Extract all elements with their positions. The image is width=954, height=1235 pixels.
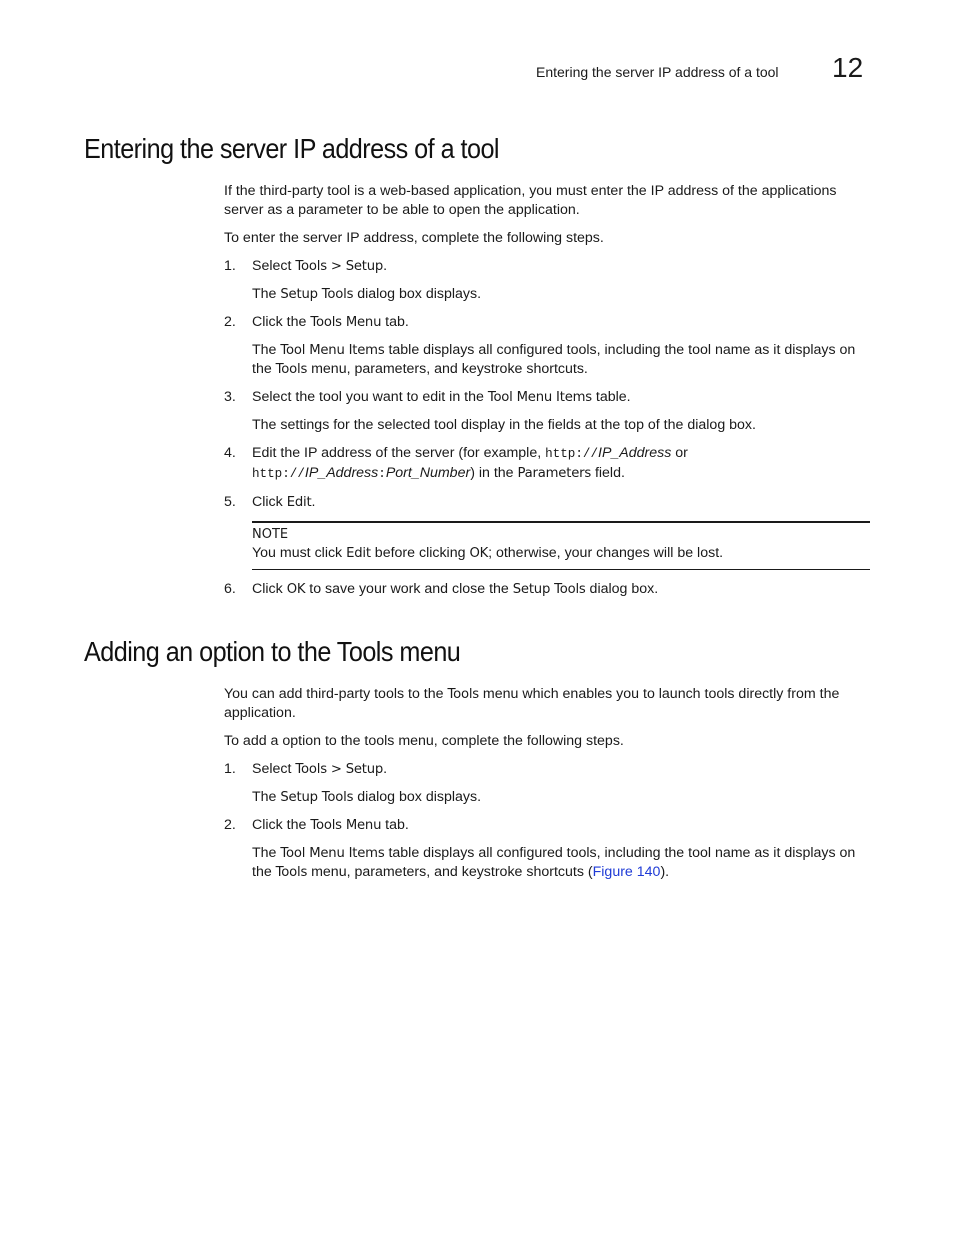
step-1-result: The Setup Tools dialog box displays. xyxy=(252,286,482,302)
step-6: 6. Click OK to save your work and close the Setup Tools dialog box. xyxy=(224,581,659,597)
running-header: Entering the server IP address of a tool xyxy=(536,64,779,80)
s2-step-2-result: The Tool Menu Items table displays all configured tools, including the tool name as it displays on the Tools menu, parameters, and keystroke shortcuts (Figure 140). xyxy=(252,845,856,880)
section-heading: Entering the server IP address of a tool xyxy=(84,133,499,164)
section1-lead: To enter the server IP address, complete the following steps. xyxy=(224,230,604,246)
note-text: You must click Edit before clicking OK; otherwise, your changes will be lost. xyxy=(252,545,724,561)
s2-step-1-result: The Setup Tools dialog box displays. xyxy=(252,789,482,805)
section1-body xyxy=(224,182,870,608)
step-3-result: The settings for the selected tool display in the fields at the top of the dialog box. xyxy=(252,417,756,433)
step-2-result: The Tool Menu Items table displays all configured tools, including the tool name as it displays on the Tools menu, parameters, and keystroke shortcuts. xyxy=(252,342,856,377)
note-label: NOTE xyxy=(252,527,289,542)
section-heading-2: Adding an option to the Tools menu xyxy=(84,636,461,667)
step-2: 2. Click the Tools Menu tab. xyxy=(224,314,409,330)
section1-intro: If the third-party tool is a web-based application, you must enter the IP address of the applications server as a parameter to be able to open the application. xyxy=(224,183,837,218)
s2-step-2: 2. Click the Tools Menu tab. xyxy=(224,817,409,833)
s2-step-1: 1. Select Tools > Setup. xyxy=(224,761,388,777)
section2-intro: You can add third-party tools to the Tools menu which enables you to launch tools directly from the application. xyxy=(224,686,840,721)
step-3: 3. Select the tool you want to edit in the Tool Menu Items table. xyxy=(224,389,631,405)
chapter-number: 12 xyxy=(832,52,864,83)
step-5: 5. Click Edit. xyxy=(224,494,316,510)
section2-body xyxy=(224,685,870,891)
step-4: 4. Edit the IP address of the server (for example, http://IP_Address or http://IP_Address:Port_Number) in the Parameters field. xyxy=(224,445,688,481)
section2-lead: To add a option to the tools menu, complete the following steps. xyxy=(224,733,624,749)
ui-label: Tools > Setup xyxy=(295,259,384,274)
note-box xyxy=(252,521,870,570)
figure-link[interactable]: Figure 140 xyxy=(592,864,661,880)
step-1: 1. Select Tools > Setup. xyxy=(224,258,388,274)
